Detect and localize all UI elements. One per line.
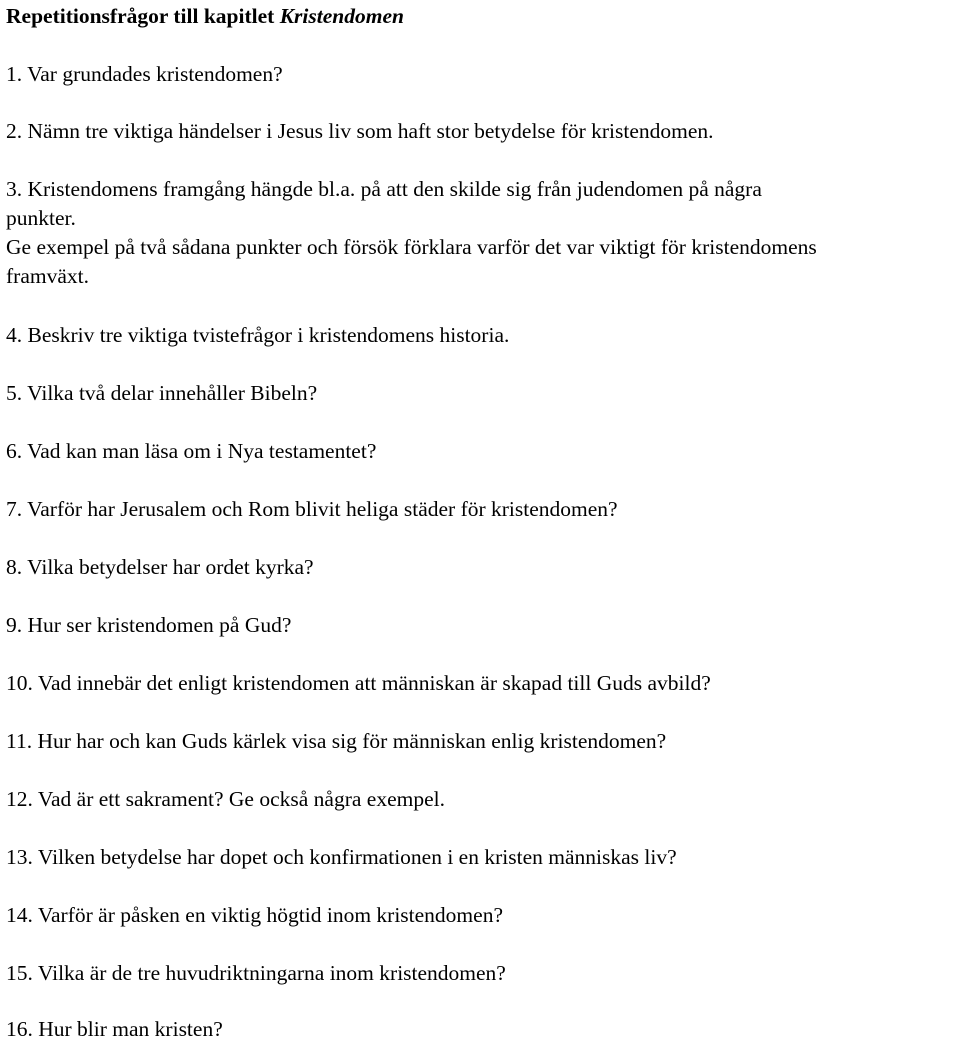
question-line: 16. Hur blir man kristen?: [6, 1017, 223, 1041]
question-13: [6, 843, 956, 872]
question-4: [6, 321, 956, 350]
question-1: [6, 60, 956, 89]
question-line: 14. Varför är påsken en viktig högtid inom kristendomen?: [6, 903, 503, 927]
question-line: 10. Vad innebär det enligt kristendomen att människan är skapad till Guds avbild?: [6, 671, 711, 695]
question-line: framväxt.: [6, 264, 89, 288]
question-6: [6, 437, 956, 466]
question-12: [6, 785, 956, 814]
question-line: 4. Beskriv tre viktiga tvistefrågor i kristendomens historia.: [6, 323, 510, 347]
question-2: [6, 117, 956, 146]
question-line: 12. Vad är ett sakrament? Ge också några exempel.: [6, 787, 445, 811]
question-5: [6, 379, 956, 408]
question-line: 9. Hur ser kristendomen på Gud?: [6, 613, 292, 637]
question-line: 11. Hur har och kan Guds kärlek visa sig för människan enlig kristendomen?: [6, 729, 667, 753]
question-9: [6, 611, 956, 640]
title-chapter-name: Kristendomen: [279, 4, 404, 28]
question-line: 13. Vilken betydelse har dopet och konfirmationen i en kristen människas liv?: [6, 845, 677, 869]
question-15: [6, 959, 956, 988]
question-8: [6, 553, 956, 582]
page-title: [6, 2, 404, 31]
question-16: [6, 1015, 956, 1044]
question-7: [6, 495, 956, 524]
question-line: 15. Vilka är de tre huvudriktningarna inom kristendomen?: [6, 961, 506, 985]
question-11: [6, 727, 956, 756]
title-text: Repetitionsfrågor till kapitlet: [6, 4, 280, 28]
question-line: Ge exempel på två sådana punkter och försök förklara varför det var viktigt för kristendomens: [6, 235, 817, 259]
question-line: 2. Nämn tre viktiga händelser i Jesus liv som haft stor betydelse för kristendomen.: [6, 119, 714, 143]
question-line: 5. Vilka två delar innehåller Bibeln?: [6, 381, 318, 405]
question-line: 7. Varför har Jerusalem och Rom blivit heliga städer för kristendomen?: [6, 497, 618, 521]
question-line: 1. Var grundades kristendomen?: [6, 62, 283, 86]
question-line: punkter.: [6, 206, 76, 230]
question-10: [6, 669, 956, 698]
question-3: [6, 175, 956, 291]
question-line: 6. Vad kan man läsa om i Nya testamentet?: [6, 439, 377, 463]
question-line: 3. Kristendomens framgång hängde bl.a. på att den skilde sig från judendomen på några: [6, 177, 762, 201]
question-line: 8. Vilka betydelser har ordet kyrka?: [6, 555, 314, 579]
question-14: [6, 901, 956, 930]
